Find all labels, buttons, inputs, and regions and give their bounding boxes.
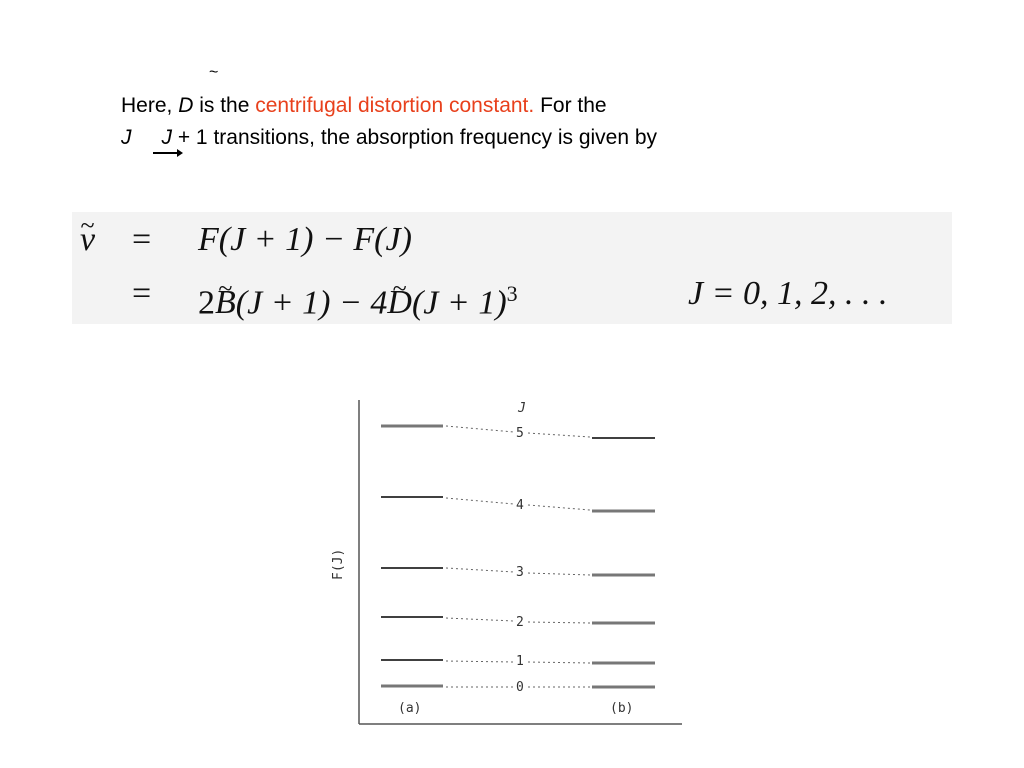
- equation-row-1: [80, 220, 95, 260]
- intro-line-1: [121, 93, 607, 119]
- var-d: D: [178, 94, 194, 117]
- equation-condition: J = 0, 1, 2, . . .: [688, 275, 888, 312]
- nu-tilde: ~ ν: [80, 220, 95, 260]
- var-j: J: [121, 126, 132, 149]
- var-j-plus: J: [161, 126, 172, 149]
- j-header: J: [518, 401, 526, 416]
- level-5: [381, 426, 655, 441]
- level-label-5: 5: [516, 426, 524, 441]
- text-is-the: is the: [193, 94, 256, 117]
- diagram-svg: [320, 390, 690, 730]
- text-transitions: + 1 transitions, the absorption frequency is given by: [172, 126, 658, 149]
- intro-line-2: [121, 125, 657, 151]
- tilde-mark: ~: [209, 64, 219, 81]
- energy-level-diagram: [320, 390, 690, 730]
- level-4: [381, 497, 655, 513]
- level-label-3: 3: [516, 565, 524, 580]
- level-2: [381, 615, 655, 630]
- level-0: [381, 680, 655, 695]
- text-for-the: For the: [534, 94, 607, 117]
- panel-label-a: (a): [398, 701, 422, 716]
- equation-rhs-2: 2~ B(J + 1) − 4~ $D(J + 1)^3$: [198, 274, 518, 323]
- level-1: [381, 654, 655, 669]
- highlight-centrifugal: centrifugal distortion constant.: [255, 94, 535, 117]
- text-here: Here,: [121, 94, 179, 117]
- level-label-4: 4: [516, 498, 524, 513]
- equation-block: [72, 212, 952, 324]
- equals-2: =: [132, 275, 152, 312]
- level-3: [381, 565, 655, 580]
- level-label-0: 0: [516, 680, 524, 695]
- equals-1: =: [132, 221, 152, 258]
- equation-rhs-1: F(J + 1) − F(J): [198, 221, 412, 258]
- right-arrow-icon: [151, 148, 185, 158]
- level-label-2: 2: [516, 615, 524, 630]
- level-label-1: 1: [516, 654, 524, 669]
- y-axis-label: F(J): [331, 548, 346, 580]
- panel-label-b: (b): [610, 701, 634, 716]
